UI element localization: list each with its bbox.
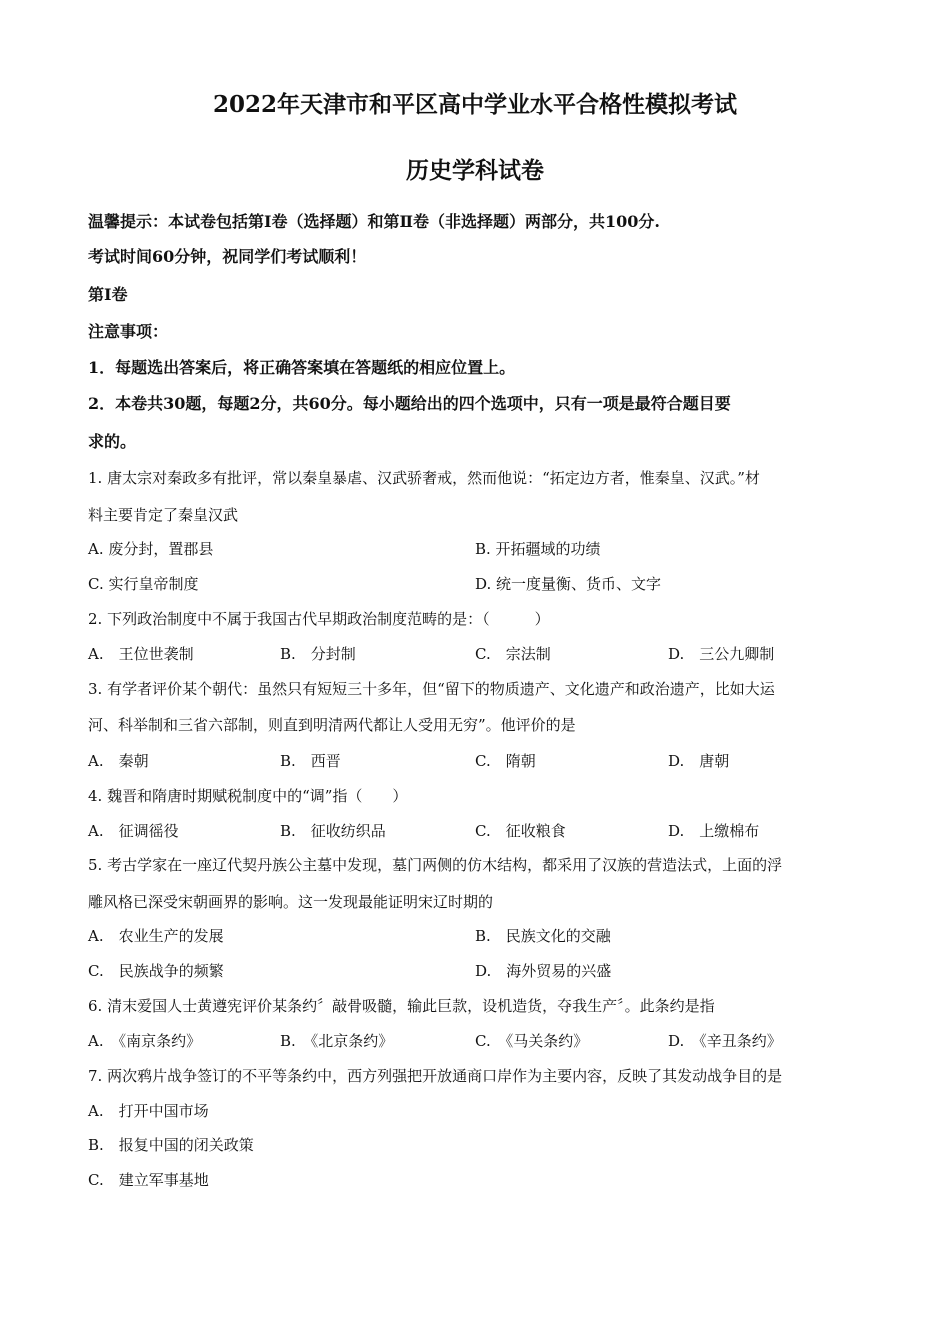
question-2-option-c: C. 宗法制 <box>475 645 551 663</box>
question-4-option-d: D. 上缴棉布 <box>668 822 760 840</box>
question-6-option-a: A. 《南京条约》 <box>88 1032 202 1050</box>
question-3-stem-line-1: 3. 有学者评价某个朝代：虽然只有短短三十多年，但“留下的物质遗产、文化遗产和政治遗产，比如大运 <box>88 680 775 698</box>
question-1-stem-line-2: 料主要肯定了秦皇汉武 <box>88 506 239 524</box>
volume-label: 第Ⅰ卷 <box>88 285 128 304</box>
question-4-option-b: B. 征收纺织品 <box>280 822 386 840</box>
question-7-option-c: C. 建立军事基地 <box>88 1171 209 1189</box>
question-6-stem: 6. 清末爱国人士黄遵宪评价某条约〞敲骨吸髓，输此巨款，设机造货，夺我生产〞。此条约是指 <box>88 997 715 1015</box>
question-5-option-c: C. 民族战争的频繁 <box>88 962 224 980</box>
question-1-option-a: A. 废分封，置郡县 <box>88 540 214 558</box>
question-4-stem: 4. 魏晋和隋唐时期赋税制度中的“调”指（ ） <box>88 787 408 805</box>
question-7-stem: 7. 两次鸦片战争签订的不平等条约中，西方列强把开放通商口岸作为主要内容，反映了其发动战争目的是 <box>88 1067 783 1085</box>
attention-item-1: 1．每题选出答案后，将正确答案填在答题纸的相应位置上。 <box>88 358 516 377</box>
question-2-stem: 2. 下列政治制度中不属于我国古代早期政治制度范畴的是：（ ） <box>88 610 550 628</box>
question-1-option-d: D. 统一度量衡、货币、文字 <box>475 575 662 593</box>
question-3-option-a: A. 秦朝 <box>88 752 149 770</box>
question-1-stem-line-1: 1. 唐太宗对秦政多有批评，常以秦皇暴虐、汉武骄奢戒，然而他说：“拓定边方者，惟秦皇、汉武。”材 <box>88 469 760 487</box>
tip-line-1: 温馨提示：本试卷包括第Ⅰ卷（选择题）和第Ⅱ卷（非选择题）两部分，共100分. <box>88 212 660 231</box>
question-3-option-c: C. 隋朝 <box>475 752 536 770</box>
attention-item-2-line-2: 求的。 <box>88 432 137 451</box>
question-4-option-c: C. 征收粮食 <box>475 822 566 840</box>
question-5-stem-line-1: 5. 考古学家在一座辽代契丹族公主墓中发现，墓门两侧的仿木结构，都采用了汉族的营造法式，上面的浮 <box>88 856 783 874</box>
attention-heading: 注意事项： <box>88 322 169 341</box>
question-5-option-b: B. 民族文化的交融 <box>475 927 611 945</box>
question-3-stem-line-2: 河、科举制和三省六部制，则直到明清两代都让人受用无穷”。他评价的是 <box>88 716 576 734</box>
question-6-option-c: C. 《马关条约》 <box>475 1032 589 1050</box>
question-1-option-b: B. 开拓疆域的功绩 <box>475 540 601 558</box>
tip-line-2: 考试时间60分钟，祝同学们考试顺利！ <box>88 247 367 266</box>
question-5-stem-line-2: 雕风格已深受宋朝画界的影响。这一发现最能证明宋辽时期的 <box>88 893 494 911</box>
question-2-option-d: D. 三公九卿制 <box>668 645 775 663</box>
question-3-option-d: D. 唐朝 <box>668 752 730 770</box>
question-3-option-b: B. 西晋 <box>280 752 341 770</box>
question-6-option-d: D. 《辛丑条约》 <box>668 1032 782 1050</box>
question-7-option-b: B. 报复中国的闭关政策 <box>88 1136 254 1154</box>
exam-title: 2022年天津市和平区高中学业水平合格性模拟考试 <box>212 91 737 118</box>
exam-subtitle: 历史学科试卷 <box>406 157 544 184</box>
question-1-option-c: C. 实行皇帝制度 <box>88 575 199 593</box>
question-5-option-d: D. 海外贸易的兴盛 <box>475 962 612 980</box>
question-2-option-b: B. 分封制 <box>280 645 356 663</box>
question-6-option-b: B. 《北京条约》 <box>280 1032 394 1050</box>
question-7-option-a: A. 打开中国市场 <box>88 1102 209 1120</box>
question-4-option-a: A. 征调徭役 <box>88 822 179 840</box>
attention-item-2-line-1: 2．本卷共30题，每题2分，共60分。每小题给出的四个选项中，只有一项是最符合题目要 <box>88 394 731 413</box>
question-2-option-a: A. 王位世袭制 <box>88 645 194 663</box>
question-5-option-a: A. 农业生产的发展 <box>88 927 224 945</box>
